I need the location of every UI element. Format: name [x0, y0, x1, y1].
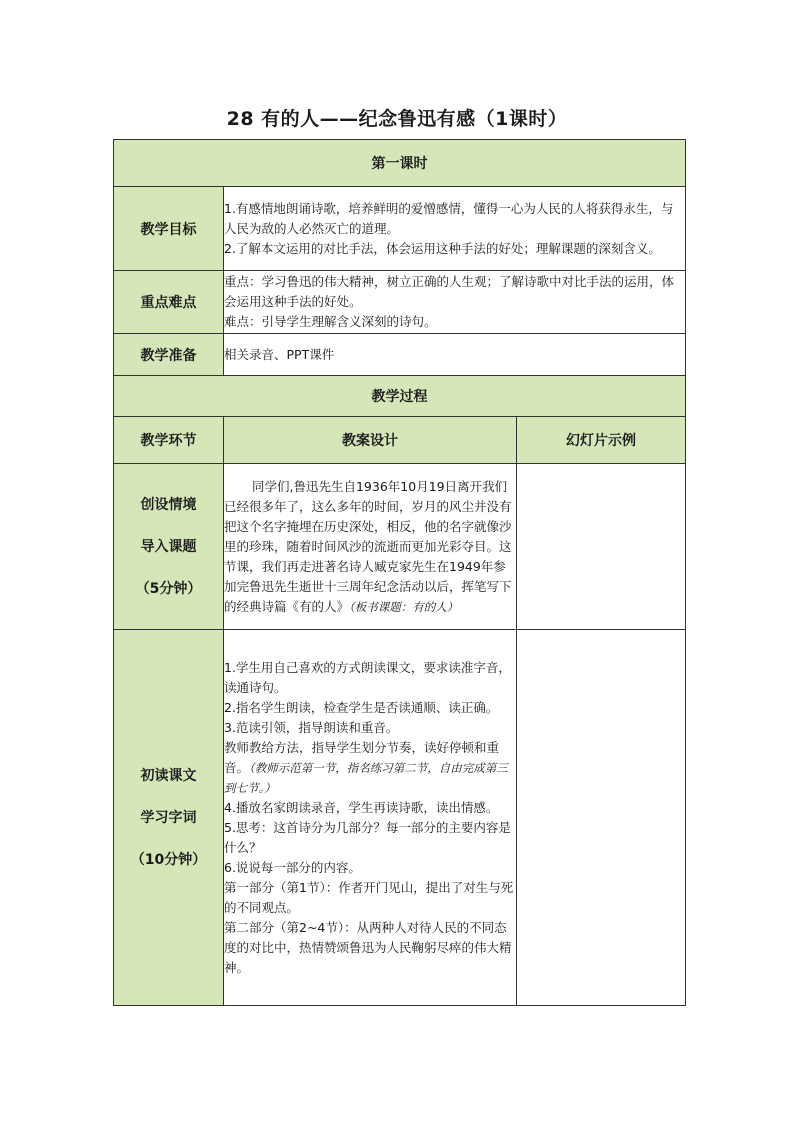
- objectives-row: [114, 187, 686, 271]
- header-design: 教案设计: [224, 417, 517, 464]
- process-row: [114, 376, 686, 417]
- stage2-label-line: 学习字词: [140, 809, 197, 826]
- objectives-label: 教学目标: [114, 187, 224, 271]
- key-points-label: 重点难点: [114, 271, 224, 334]
- stage1-row: [114, 464, 686, 630]
- stage2-line: 6.说说每一部分的内容。: [224, 859, 361, 875]
- stage2-line: 5.思考：这首诗分为几部分？每一部分的主要内容是什么？: [224, 819, 511, 855]
- process-heading: 教学过程: [114, 376, 686, 417]
- stage1-note: （板书课题：有的人）: [349, 599, 459, 614]
- objectives-content: [224, 187, 686, 271]
- stage1-label: [114, 464, 224, 630]
- stage2-label-line: （10分钟）: [130, 851, 207, 868]
- stage2-row: [114, 630, 686, 1006]
- stage2-label: [114, 630, 224, 1006]
- stage1-text: 同学们,鲁迅先生自1936年10月19日离开我们已经很多年了，这么多年的时间，岁月的风尘并没有把这个名字掩埋在历史深处，相反，他的名字就像沙里的珍珠，随着时间风沙的流逝而更加光彩夺目。这节课，我们再走进著名诗人臧克家先生在1949年参加完鲁迅先生逝世十三周年纪念活动以后，挥笔写下的经典诗篇《有的人》: [224, 478, 512, 614]
- stage2-line: 3.范读引领，指导朗读和重音。: [224, 719, 399, 735]
- preparation-row: [114, 334, 686, 376]
- header-row: [114, 417, 686, 464]
- stage1-slide-cell: [517, 464, 686, 630]
- stage2-line: 1.学生用自己喜欢的方式朗读课文，要求读准字音，读通诗句。: [224, 659, 511, 695]
- stage2-line: 4.播放名家朗读录音，学生再读诗歌，读出情感。: [224, 799, 499, 815]
- stage1-label-line: 导入课题: [140, 538, 197, 555]
- key-point-line: 重点：学习鲁迅的伟大精神，树立正确的人生观；了解诗歌中对比手法的运用，体会运用这种手法的好处。: [224, 274, 675, 309]
- lesson-plan-table: [113, 139, 686, 1006]
- key-points-row: [114, 271, 686, 334]
- key-points-content: [224, 271, 686, 334]
- stage1-design: [224, 464, 517, 630]
- stage2-line: 第二部分（第2~4节）：从两种人对待人民的不同态度的对比中，热情赞颂鲁迅为人民鞠躬尽瘁的伟大精神。: [224, 919, 512, 975]
- objective-line: 1.有感情地朗诵诗歌，培养鲜明的爱憎感情，懂得一心为人民的人将获得永生，与人民为敌的人必然灭亡的道理。: [224, 200, 674, 236]
- stage2-label-line: 初读课文: [140, 767, 197, 784]
- preparation-content: [224, 334, 686, 376]
- stage2-note: （教师示范第一节，指名练习第二节，自由完成第三到七节。）: [224, 760, 508, 795]
- stage2-line: 2.指名学生朗读，检查学生是否读通顺、读正确。: [224, 699, 499, 715]
- preparation-text: 相关录音、PPT课件: [224, 346, 335, 362]
- stage2-line: 第一部分（第1节）：作者开门见山，提出了对生与死的不同观点。: [224, 879, 514, 915]
- preparation-label: 教学准备: [114, 334, 224, 376]
- key-point-line: 难点：引导学生理解含义深刻的诗句。: [224, 314, 437, 329]
- stage1-label-line: 创设情境: [140, 496, 197, 513]
- header-slides: 幻灯片示例: [517, 417, 686, 464]
- stage2-line: 教师教给方法，指导学生划分节奏，读好停顿和重音。: [224, 739, 500, 775]
- lesson-row: [114, 140, 686, 187]
- lesson-heading: 第一课时: [114, 140, 686, 187]
- page-title: 28 有的人——纪念鲁迅有感（1课时）: [226, 108, 568, 130]
- stage2-slide-cell: [517, 630, 686, 1006]
- stage2-design: [224, 630, 517, 1006]
- stage1-label-line: （5分钟）: [135, 580, 202, 597]
- header-stage: 教学环节: [114, 417, 224, 464]
- objective-line: 2.了解本文运用的对比手法，体会运用这种手法的好处；理解课题的深刻含义。: [224, 240, 661, 256]
